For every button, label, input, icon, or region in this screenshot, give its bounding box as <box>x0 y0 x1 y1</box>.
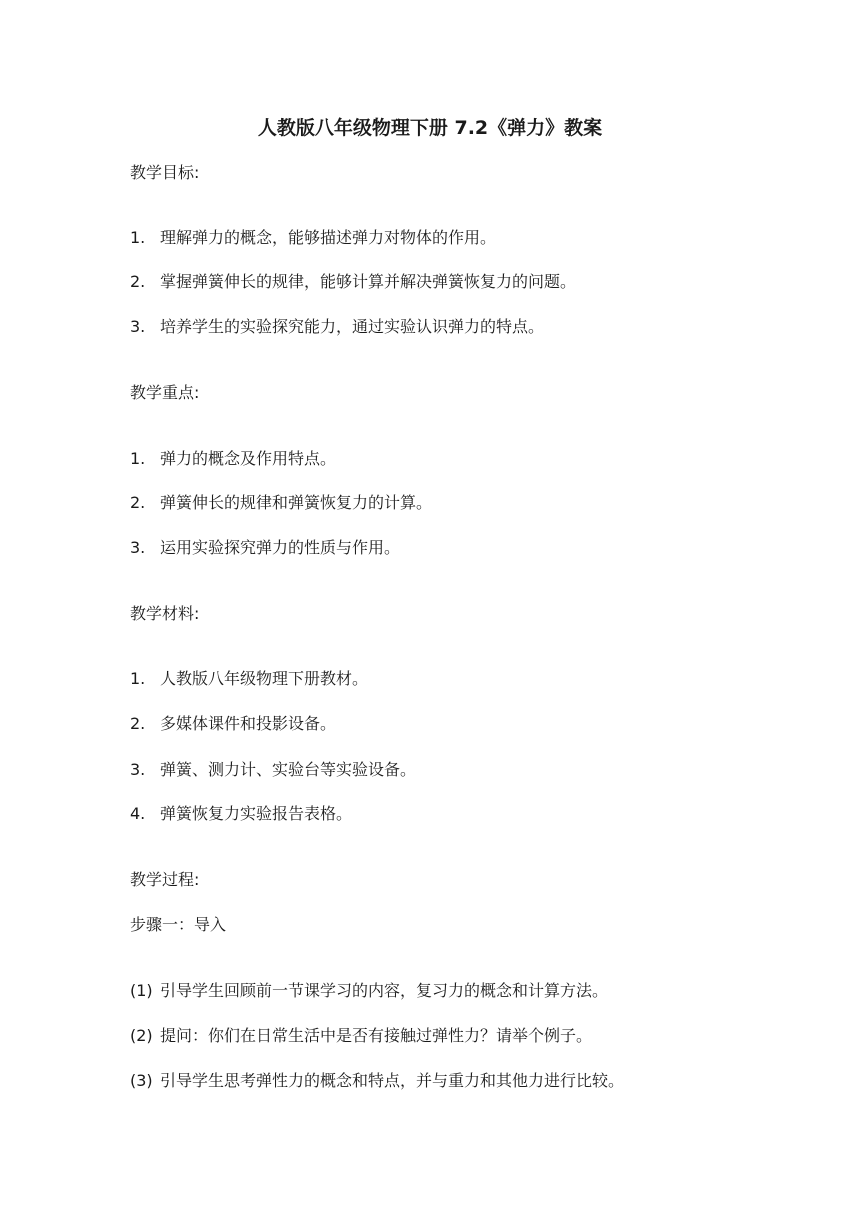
list-item-text: 掌握弹簧伸长的规律，能够计算并解决弹簧恢复力的问题。 <box>160 272 577 291</box>
list-item-text: 提问：你们在日常生活中是否有接触过弹性力？请举个例子。 <box>160 1026 593 1045</box>
list-item <box>130 979 608 1003</box>
list-item <box>130 712 336 736</box>
list-item-text: 弹簧恢复力实验报告表格。 <box>160 804 353 823</box>
list-item-number: 2. <box>130 272 146 291</box>
section-heading-key-points: 教学重点: <box>130 383 200 402</box>
list-item-text: 弹簧、测力计、实验台等实验设备。 <box>160 760 417 779</box>
list-item-number: 2. <box>130 493 146 512</box>
list-item <box>130 536 400 560</box>
list-item-text: 引导学生思考弹性力的概念和特点，并与重力和其他力进行比较。 <box>160 1071 625 1090</box>
list-item-number: 3. <box>130 760 146 779</box>
list-item-text: 培养学生的实验探究能力，通过实验认识弹力的特点。 <box>160 317 545 336</box>
list-item-text: 弹簧伸长的规律和弹簧恢复力的计算。 <box>160 493 433 512</box>
list-item-text: 运用实验探究弹力的性质与作用。 <box>160 538 401 557</box>
list-item-number: 1. <box>130 449 146 468</box>
list-item-number: 4. <box>130 804 146 823</box>
list-item-text: 引导学生回顾前一节课学习的内容，复习力的概念和计算方法。 <box>160 981 609 1000</box>
list-item-number: 3. <box>130 317 146 336</box>
list-item-number: (2) <box>130 1026 153 1045</box>
list-item-number: 1. <box>130 228 146 247</box>
list-item-number: 2. <box>130 714 146 733</box>
list-item-text: 理解弹力的概念，能够描述弹力对物体的作用。 <box>160 228 497 247</box>
list-item-number: 1. <box>130 669 146 688</box>
list-item <box>130 1069 624 1093</box>
document-title: 人教版八年级物理下册 7.2《弹力》教案 <box>257 117 603 139</box>
list-item <box>130 1024 592 1048</box>
list-item <box>130 802 352 826</box>
list-item-text: 人教版八年级物理下册教材。 <box>160 669 369 688</box>
step-heading: 步骤一：导入 <box>130 915 227 934</box>
list-item <box>130 226 496 250</box>
section-heading-objectives: 教学目标: <box>130 163 200 182</box>
section-heading-materials: 教学材料: <box>130 604 200 623</box>
list-item-number: (3) <box>130 1071 153 1090</box>
section-heading-process: 教学过程: <box>130 870 200 889</box>
list-item <box>130 315 544 339</box>
list-item-number: 3. <box>130 538 146 557</box>
list-item <box>130 447 336 471</box>
list-item <box>130 270 576 294</box>
list-item <box>130 758 416 782</box>
list-item-text: 多媒体课件和投影设备。 <box>160 714 337 733</box>
list-item-text: 弹力的概念及作用特点。 <box>160 449 337 468</box>
list-item <box>130 491 432 515</box>
list-item-number: (1) <box>130 981 153 1000</box>
list-item <box>130 667 368 691</box>
